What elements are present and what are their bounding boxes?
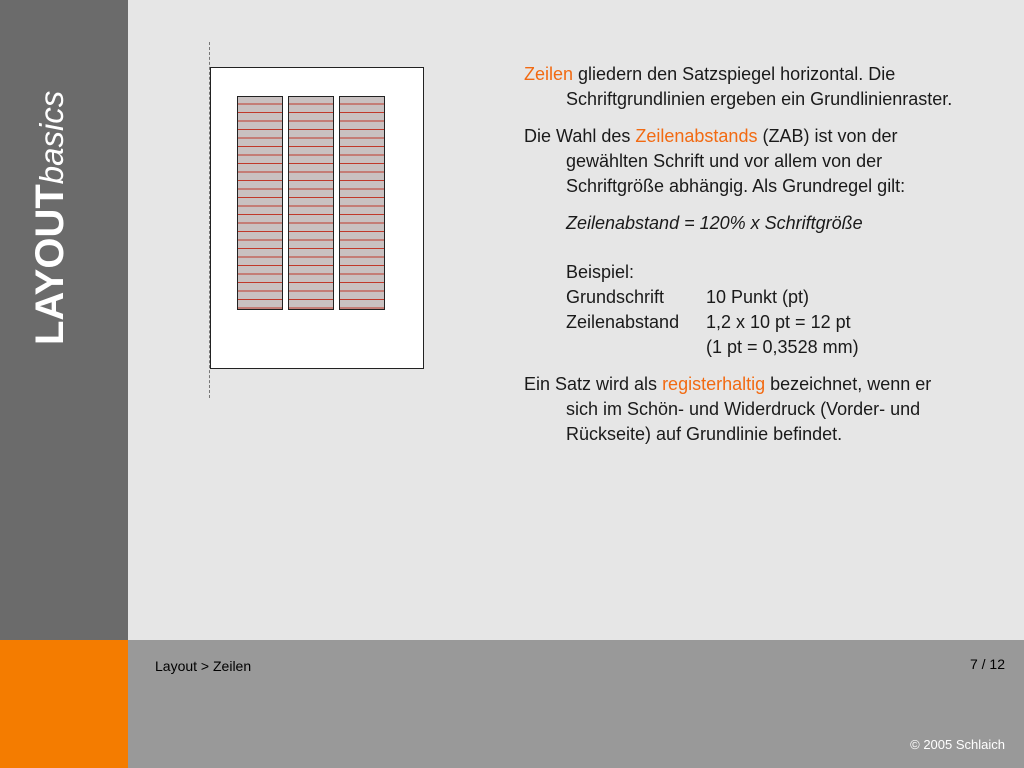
example-row — [524, 285, 964, 310]
breadcrumb: Layout > Zeilen — [155, 658, 252, 674]
body-text — [524, 62, 964, 459]
text-column — [288, 96, 334, 310]
example-row — [524, 335, 964, 360]
example-value: (1 pt = 0,3528 mm) — [706, 337, 859, 357]
copyright: © 2005 Schlaich — [910, 737, 1005, 752]
term-zeilen: Zeilen — [524, 64, 574, 84]
paragraph-zeilenabstand — [524, 124, 964, 199]
example-key: Zeilenabstand — [566, 312, 680, 332]
brand-logo — [30, 91, 70, 345]
example-key — [566, 335, 706, 360]
example-value: 10 Punkt (pt) — [706, 287, 810, 307]
page-illustration — [210, 67, 424, 369]
formula: Zeilenabstand = 120% x Schriftgröße — [566, 213, 863, 233]
text-column — [237, 96, 283, 310]
accent-block — [0, 640, 128, 768]
term-zeilenabstands: Zeilenabstands — [635, 126, 758, 146]
sidebar — [0, 0, 128, 640]
brand-bold: LAYOUT — [28, 184, 72, 345]
term-registerhaltig: registerhaltig — [662, 374, 766, 394]
paragraph-text: bezeichnet, wenn er sich im Schön- und Widerdruck (Vorder- und Rückseite) auf Grundlinie befindet. — [566, 374, 932, 444]
example-value: 1,2 x 10 pt = 12 pt — [706, 312, 851, 332]
example-label: Beispiel: — [566, 262, 635, 282]
footer — [128, 640, 1024, 768]
example-key: Grundschrift — [566, 287, 665, 307]
example-row — [524, 310, 964, 335]
paragraph-registerhaltig — [524, 372, 964, 447]
page-layout-diagram — [201, 40, 431, 402]
paragraph-text: (ZAB) ist von der gewählten Schrift und vor allem von der Schriftgröße abhängig. Als Grundregel gilt: — [566, 126, 906, 196]
page-number: 7 / 12 — [969, 656, 1005, 672]
paragraph-text: Die Wahl des — [524, 126, 636, 146]
brand-italic: basics — [33, 90, 70, 185]
paragraph-zeilen — [524, 62, 964, 112]
paragraph-text: Ein Satz wird als — [524, 374, 663, 394]
text-column — [339, 96, 385, 310]
paragraph-text: gliedern den Satzspiegel horizontal. Die Schriftgrundlinien ergeben ein Grundlinienraster. — [566, 64, 953, 109]
